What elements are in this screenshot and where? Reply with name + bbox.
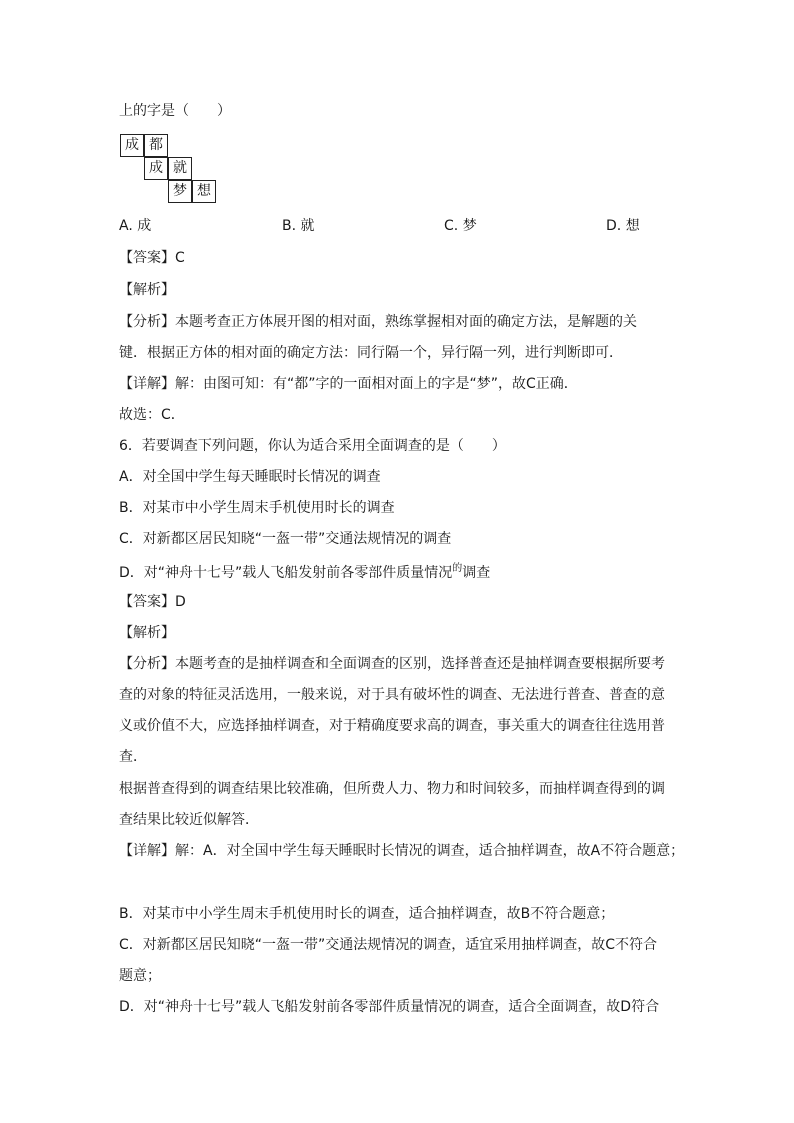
net-cell: 梦	[168, 180, 192, 203]
q6-fenxi-line1: 【分析】本题考查的是抽样调查和全面调查的区别，选择普查还是抽样调查要根据所要考	[119, 656, 665, 672]
q5-xiangjie: 【详解】解：由图可知：有“都”字的一面相对面上的字是“梦”，故C正确．	[119, 376, 578, 392]
net-cell: 都	[144, 134, 168, 157]
option-d-end: 调查	[462, 565, 491, 581]
q5-option-a	[119, 216, 151, 236]
q6-stem: 6．若要调查下列问题，你认为适合采用全面调查的是（ ）	[119, 438, 506, 454]
q6-fenxi-line2: 查的对象的特征灵活选用，一般来说，对于具有破坏性的调查、无法进行普查、普查的意	[119, 687, 665, 703]
q6-fenxi-line5: 根据普查得到的调查结果比较准确，但所费人力、物力和时间较多，而抽样调查得到的调	[119, 781, 665, 797]
q6-xiangjie-c1: C．对新都区居民知晓“一盔一带”交通法规情况的调查，适宜采用抽样调查，故C不符合	[119, 937, 658, 953]
net-cell: 想	[192, 180, 216, 203]
option-text: 梦	[462, 218, 477, 234]
q6-option-a: A．对全国中学生每天睡眠时长情况的调查	[119, 469, 381, 485]
q6-xiangjie-a: 【详解】解：A．对全国中学生每天睡眠时长情况的调查，适合抽样调查，故A不符合题意；	[119, 843, 685, 859]
option-letter: B.	[282, 218, 297, 234]
q6-option-b: B．对某市中小学生周末手机使用时长的调查	[119, 500, 395, 516]
q5-option-b	[282, 216, 315, 236]
q5-answer: 【答案】C	[119, 250, 185, 266]
q5-analysis-title: 【解析】	[119, 282, 175, 298]
net-cell: 就	[168, 157, 192, 180]
q5-conclusion: 故选：C．	[119, 407, 185, 423]
option-text: 想	[625, 218, 640, 234]
option-d-main: D．对“神舟十七号”载人飞船发射前各零部件质量情况	[119, 565, 453, 581]
option-letter: D.	[606, 218, 622, 234]
q6-fenxi-line4: 查．	[119, 749, 147, 765]
q5-option-c	[444, 216, 477, 236]
q6-fenxi-line6: 查结果比较近似解答．	[119, 812, 259, 828]
q5-stem-tail: 上的字是（ ）	[119, 103, 231, 119]
q5-fenxi-line2: 键．根据正方体的相对面的确定方法：同行隔一个，异行隔一列，进行判断即可．	[119, 345, 623, 361]
q5-fenxi-line1: 【分析】本题考查正方体展开图的相对面，熟练掌握相对面的确定方法，是解题的关	[119, 314, 637, 330]
option-text: 就	[300, 218, 315, 234]
q6-fenxi-line3: 义或价值不大，应选择抽样调查，对于精确度要求高的调查，事关重大的调查往往选用普	[119, 718, 665, 734]
option-d-sup: 的	[452, 563, 463, 574]
q6-option-c: C．对新都区居民知晓“一盔一带”交通法规情况的调查	[119, 531, 452, 547]
q6-answer: 【答案】D	[119, 594, 186, 610]
q6-analysis-title: 【解析】	[119, 625, 175, 641]
option-text: 成	[137, 218, 152, 234]
q6-xiangjie-c2: 题意；	[119, 968, 161, 984]
net-cell: 成	[144, 157, 168, 180]
q5-option-d	[606, 216, 640, 236]
option-letter: C.	[444, 218, 459, 234]
net-cell: 成	[120, 134, 144, 157]
q6-xiangjie-d: D．对“神舟十七号”载人飞船发射前各零部件质量情况的调查，适合全面调查，故D符合	[119, 999, 660, 1015]
q6-option-d	[119, 563, 490, 585]
q6-xiangjie-b: B．对某市中小学生周末手机使用时长的调查，适合抽样调查，故B不符合题意；	[119, 906, 615, 922]
option-letter: A.	[119, 218, 133, 234]
